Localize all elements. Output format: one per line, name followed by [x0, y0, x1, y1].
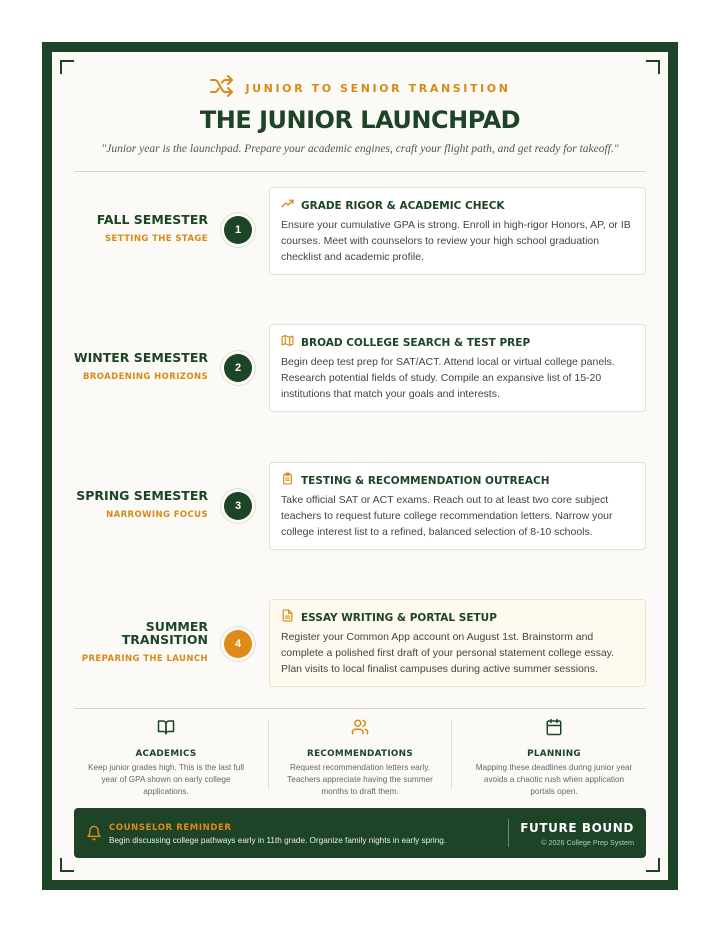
card-body: Take official SAT or ACT exams. Reach out to at least two core subject teachers to request future college recommendation letters. Narrow your college interest list to a refined, balanced selection of 8-10 schools. [281, 494, 613, 538]
pillar-text: Mapping these deadlines during junior year avoids a chaotic rush when application portals open. [475, 763, 633, 796]
semester-subtitle: SETTING THE STAGE [104, 234, 208, 244]
brand-name: FUTURE BOUND [520, 821, 634, 835]
pillar-divider [451, 720, 452, 790]
semester-name: FALL SEMESTER [96, 212, 208, 227]
semester-label-summer [52, 620, 208, 664]
timeline-card-winter [269, 324, 646, 412]
users-icon [351, 723, 369, 740]
document-icon [281, 609, 294, 627]
reminder-text: Begin discussing college pathways early in 11th grade. Organize family nights in early spring. [109, 836, 447, 845]
pillar-title: RECOMMENDATIONS [307, 749, 413, 759]
pillar-planning [474, 718, 634, 798]
eyebrow-text: JUNIOR TO SENIOR TRANSITION [245, 81, 511, 95]
card-body: Begin deep test prep for SAT/ACT. Attend local or virtual college panels. Research potential fields of study. Compile an expansive list of 15-20 institutions that match your goals and interests. [281, 356, 615, 400]
book-icon [157, 723, 175, 740]
semester-name-line1: SUMMER [145, 619, 208, 634]
semester-name-line2: TRANSITION [121, 632, 208, 647]
timeline-card-spring [269, 462, 646, 550]
step-badge-2: 2 [224, 354, 252, 382]
card-body: Ensure your cumulative GPA is strong. Enroll in high-rigor Honors, AP, or IB courses. Meet with counselors to review your high school graduation checklist and academic profile. [281, 219, 631, 263]
copyright-text: © 2026 College Prep System [541, 838, 634, 847]
pillar-divider [268, 720, 269, 790]
counselor-reminder-banner [74, 808, 646, 858]
semester-subtitle: BROADENING HORIZONS [82, 372, 208, 382]
corner-mark-bottom-left [60, 858, 74, 872]
pillar-title: ACADEMICS [135, 749, 197, 759]
pillars-divider [74, 708, 646, 709]
pillar-text: Request recommendation letters early. Teachers appreciate having the summer months to draft them. [287, 763, 433, 796]
semester-label-spring [52, 489, 208, 520]
pillar-recommendations [280, 718, 440, 798]
corner-mark-top-right [646, 60, 660, 74]
card-title: TESTING & RECOMMENDATION OUTREACH [301, 475, 550, 487]
calendar-icon [545, 723, 563, 740]
timeline-card-summer [269, 599, 646, 687]
step-badge-3: 3 [224, 492, 252, 520]
timeline-card-fall [269, 187, 646, 275]
pillar-text: Keep junior grades high. This is the last full year of GPA shown on early college applications. [88, 763, 244, 796]
semester-label-winter [52, 351, 208, 382]
card-title: BROAD COLLEGE SEARCH & TEST PREP [301, 337, 531, 349]
footer-divider [508, 819, 509, 847]
pillar-title: PLANNING [527, 749, 581, 759]
pillar-academics [86, 718, 246, 798]
trending-up-icon [281, 197, 294, 215]
semester-name: SPRING SEMESTER [76, 488, 208, 503]
bell-icon [86, 825, 102, 846]
map-icon [281, 334, 294, 352]
step-badge-1: 1 [224, 216, 252, 244]
clipboard-icon [281, 472, 294, 490]
card-title: GRADE RIGOR & ACADEMIC CHECK [301, 200, 505, 212]
step-badge-4: 4 [224, 630, 252, 658]
semester-name: WINTER SEMESTER [73, 350, 208, 365]
reminder-label: COUNSELOR REMINDER [109, 823, 232, 833]
corner-mark-top-left [60, 60, 74, 74]
card-body: Register your Common App account on August 1st. Brainstorm and complete a polished first draft of your personal statement college essay. Plan visits to local finalist campuses during active summer sessions. [281, 631, 615, 675]
header-divider [74, 171, 646, 172]
card-title: ESSAY WRITING & PORTAL SETUP [301, 612, 497, 624]
semester-label-fall [52, 213, 208, 244]
page-quote: "Junior year is the launchpad. Prepare your academic engines, craft your flight path, and get ready for takeoff." [101, 143, 619, 155]
shuffle-icon [209, 75, 235, 102]
header-eyebrow [52, 76, 668, 100]
semester-subtitle: NARROWING FOCUS [106, 510, 208, 520]
semester-subtitle: PREPARING THE LAUNCH [81, 654, 208, 664]
page-title: THE JUNIOR LAUNCHPAD [199, 106, 521, 134]
corner-mark-bottom-right [646, 858, 660, 872]
